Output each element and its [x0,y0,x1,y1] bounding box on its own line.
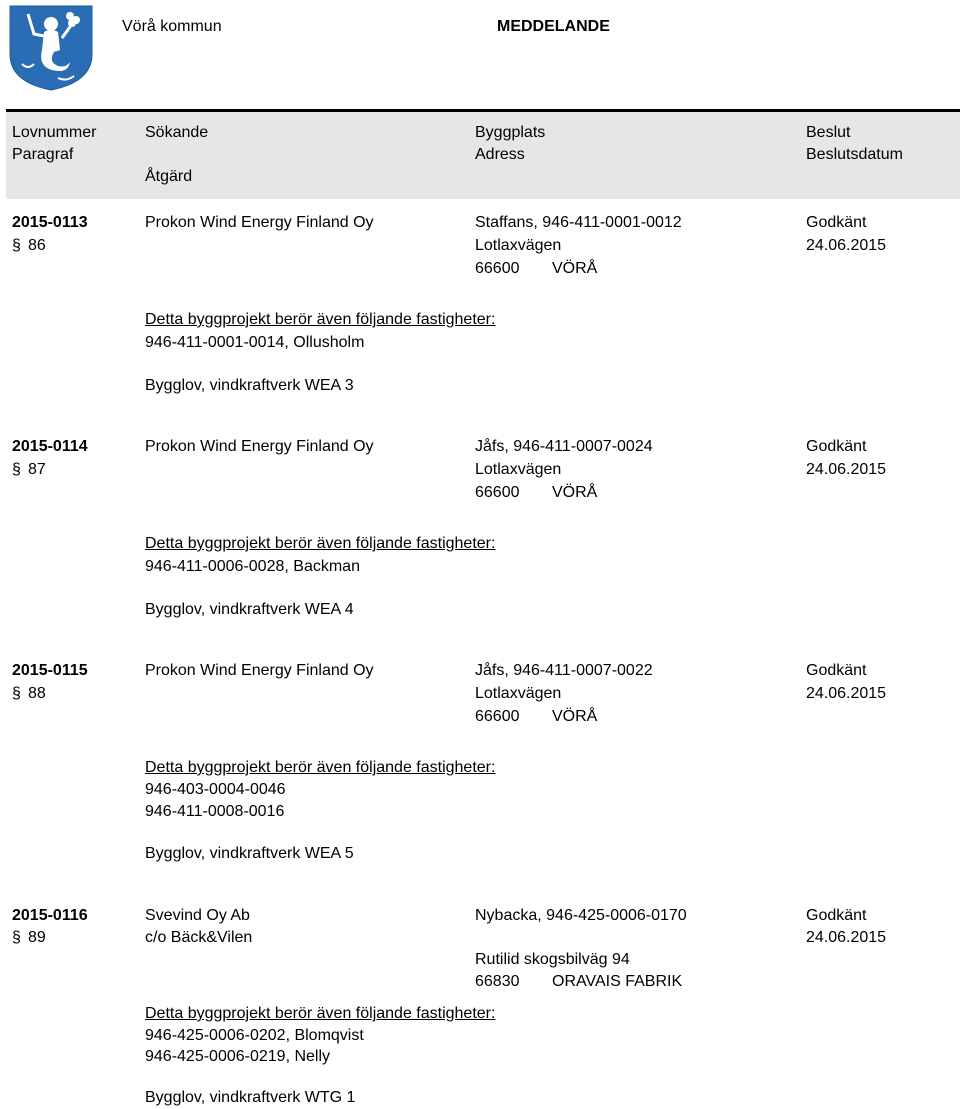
sokande: Svevind Oy Ab [145,907,250,924]
paragraf [12,236,46,256]
byggplats: Staffans, 946-411-0001-0012 [475,214,682,231]
related-properties-label: Detta byggprojekt berör även följande fastigheter: [145,759,496,776]
ort: VÖRÅ [552,260,598,277]
related-property: 946-425-0006-0219, Nelly [145,1048,331,1065]
related-properties-label: Detta byggprojekt berör även följande fastigheter: [145,1005,496,1022]
postnummer: 66600 [475,708,520,725]
ort: VÖRÅ [552,708,598,725]
sokande: Prokon Wind Energy Finland Oy [145,662,374,679]
paragraph-symbol: § [12,685,21,702]
sokande: Prokon Wind Energy Finland Oy [145,214,374,231]
byggplats: Jåfs, 946-411-0007-0024 [475,438,653,455]
municipality-crest [8,4,94,92]
beslut: Godkänt [806,662,867,679]
document-type: MEDDELANDE [497,18,610,35]
lovnummer: 2015-0116 [12,907,88,924]
atgard: Bygglov, vindkraftverk WEA 5 [145,845,354,862]
adress: Rutilid skogsbilväg 94 [475,951,630,968]
paragraf [12,684,46,704]
adress: Lotlaxvägen [475,237,562,254]
column-header-atgard: Åtgärd [145,168,193,185]
related-property: 946-411-0008-0016 [145,803,285,820]
postnummer: 66830 [475,973,520,990]
paragraf [12,460,46,480]
paragraf-number: 89 [28,929,46,946]
paragraf-number: 88 [28,685,46,702]
paragraf-number: 87 [28,461,46,478]
sokande: Prokon Wind Energy Finland Oy [145,438,374,455]
byggplats: Jåfs, 946-411-0007-0022 [475,662,653,679]
column-header-beslut: Beslut [806,124,851,141]
related-property: 946-411-0006-0028, Backman [145,558,360,575]
paragraf [12,928,46,948]
related-property: 946-403-0004-0046 [145,781,286,798]
lovnummer: 2015-0113 [12,214,88,231]
beslutsdatum: 24.06.2015 [806,685,887,702]
atgard: Bygglov, vindkraftverk WEA 4 [145,601,354,618]
postnummer: 66600 [475,484,520,501]
related-properties-label: Detta byggprojekt berör även följande fastigheter: [145,535,496,552]
adress: Lotlaxvägen [475,685,562,702]
beslut: Godkänt [806,907,867,924]
column-header-adress: Adress [475,146,525,163]
beslut: Godkänt [806,214,867,231]
paragraf-number: 86 [28,237,46,254]
paragraph-symbol: § [12,237,21,254]
related-property: 946-425-0006-0202, Blomqvist [145,1027,364,1044]
beslutsdatum: 24.06.2015 [806,237,887,254]
column-header-beslutsdatum: Beslutsdatum [806,146,903,163]
column-header-lovnummer: Lovnummer [12,124,97,141]
municipality-name: Vörå kommun [122,18,222,35]
beslutsdatum: 24.06.2015 [806,929,887,946]
adress: Lotlaxvägen [475,461,562,478]
lovnummer: 2015-0115 [12,662,88,679]
beslut: Godkänt [806,438,867,455]
column-header-paragraf: Paragraf [12,146,74,163]
sokande-co: c/o Bäck&Vilen [145,929,253,946]
postnummer: 66600 [475,260,520,277]
ort: ORAVAIS FABRIK [552,973,683,990]
paragraph-symbol: § [12,929,21,946]
lovnummer: 2015-0114 [12,438,88,455]
atgard: Bygglov, vindkraftverk WTG 1 [145,1089,356,1106]
column-header-byggplats: Byggplats [475,124,546,141]
byggplats: Nybacka, 946-425-0006-0170 [475,907,687,924]
beslutsdatum: 24.06.2015 [806,461,887,478]
atgard: Bygglov, vindkraftverk WEA 3 [145,377,354,394]
related-property: 946-411-0001-0014, Ollusholm [145,334,365,351]
ort: VÖRÅ [552,484,598,501]
paragraph-symbol: § [12,461,21,478]
related-properties-label: Detta byggprojekt berör även följande fastigheter: [145,311,496,328]
column-header-sokande: Sökande [145,124,209,141]
